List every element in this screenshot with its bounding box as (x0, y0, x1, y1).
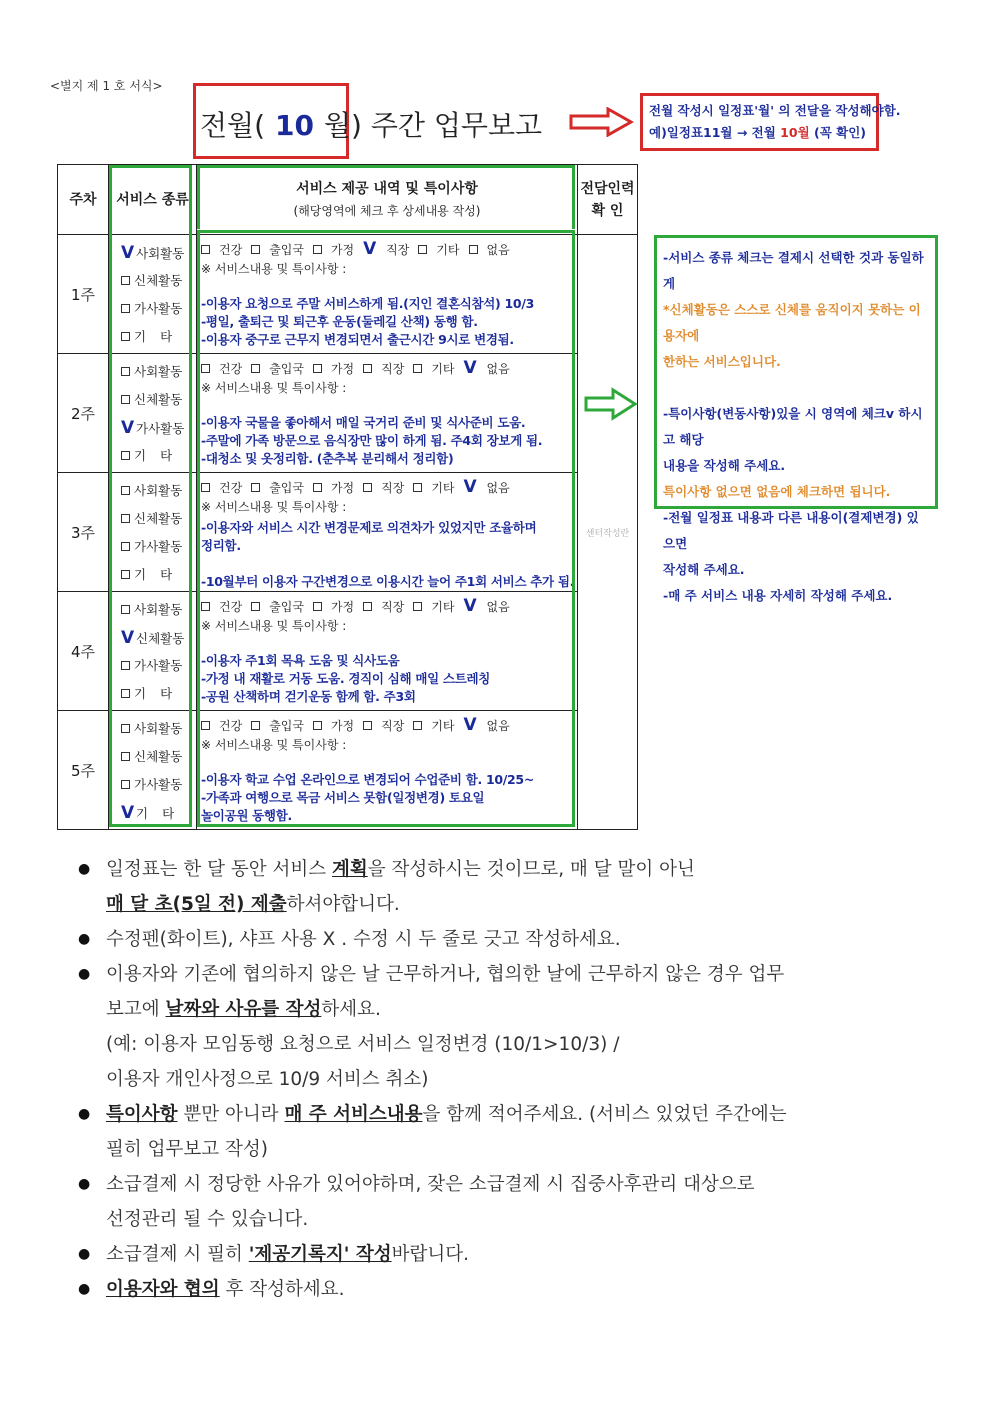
service-description-line: -공원 산책하며 걷기운동 함께 함. 주3회 (201, 689, 416, 704)
check-mark-icon: V (463, 358, 477, 378)
header-content-subtitle: (해당영역에 체크 후 상세내용 작성) (293, 203, 481, 218)
note-line-2 (649, 122, 870, 144)
memo-label: ※ 서비스내용 및 특이사항 : (201, 262, 347, 276)
special-note-label: 기타 (436, 243, 460, 257)
guidance-note (654, 235, 938, 603)
check-mark-icon: V (121, 243, 135, 263)
list-item: ● 이용자와 협의 후 작성하세요. (78, 1272, 898, 1307)
header-confirm-line2: 확 인 (591, 202, 624, 219)
service-type-label: 사회활동 (134, 364, 183, 379)
service-type-label: 가사활동 (134, 777, 183, 792)
special-note-label: 건강 (219, 362, 243, 376)
service-type-label: 사회활동 (134, 483, 183, 498)
service-type-label: 가사활동 (134, 539, 183, 554)
special-note-label: 건강 (219, 243, 243, 257)
staff-confirm-cell: 센터작성란 (578, 235, 638, 830)
service-description-line: -가정 내 재활로 거동 도움. 경직이 심해 매일 스트레칭 (201, 671, 491, 686)
title-suffix: 월) 주간 업무보고 (324, 109, 543, 142)
header-confirm (578, 165, 638, 235)
special-note-label: 없음 (486, 719, 510, 733)
service-type-label: 기타 (134, 329, 187, 344)
check-mark-icon: V (121, 803, 135, 823)
service-description-line: -이용자 국물을 좋아해서 매일 국거리 준비 및 식사준비 도움. (201, 415, 526, 430)
header-content-title: 서비스 제공 내역 및 특이사항 (296, 180, 478, 197)
special-note-label: 가정 (330, 243, 355, 257)
special-note-label: 출입국 (269, 243, 304, 257)
service-type-label: 가사활동 (134, 658, 183, 673)
right-arrow-icon (583, 387, 639, 421)
note-line-2-c: (꼭 확인) (809, 125, 867, 140)
memo-label: ※ 서비스내용 및 특이사항 : (201, 381, 347, 395)
service-type-label: 사회활동 (134, 602, 183, 617)
special-note-label: 직장 (386, 243, 410, 257)
memo-label: ※ 서비스내용 및 특이사항 : (201, 738, 347, 752)
service-type-label: 신체활동 (134, 273, 183, 288)
service-description-line: 놀이공원 동행함. (201, 808, 292, 823)
special-note-label: 없음 (486, 243, 510, 257)
service-description-line: -이용자 요청으로 주말 서비스하게 됨.(지인 결혼식참석) 10/3 (201, 296, 534, 311)
special-note-label: 없음 (486, 362, 510, 376)
guidance-line: 내용을 작성해 주세요. (663, 458, 786, 473)
check-mark-icon: V (363, 239, 377, 259)
special-note-label: 가정 (330, 362, 355, 376)
header-week: 주차 (58, 165, 109, 235)
list-item: ● 소급결제 시 정당한 사유가 있어야하며, 잦은 소급결제 시 집중사후관리 대상으로 선정관리 될 수 있습니다. (78, 1167, 898, 1237)
note-line-2-month: 10월 (780, 125, 810, 140)
week-label: 4주 (58, 592, 109, 711)
service-description-line: -대청소 및 옷정리함. (춘추복 분리해서 정리함) (201, 451, 454, 466)
service-type-label: 신체활동 (134, 749, 183, 764)
content-header-highlight (197, 165, 575, 229)
header-service-type: 서비스 종류 (109, 165, 197, 235)
memo-label: ※ 서비스내용 및 특이사항 : (201, 500, 347, 514)
content-highlight (197, 230, 575, 827)
form-number: <별지 제 1 호 서식> (50, 79, 163, 93)
service-description-line: -가족과 여행으로 목금 서비스 못함(일정변경) 토요일 (201, 790, 485, 805)
check-mark-icon: V (121, 418, 135, 438)
service-type-label: 신체활동 (134, 392, 183, 407)
week-label: 5주 (58, 711, 109, 830)
service-type-label: 사회활동 (134, 721, 183, 736)
note-line-2-a: 예)일정표11월 → 전월 (649, 125, 781, 140)
special-note-label: 가정 (330, 481, 355, 495)
special-note-label: 없음 (486, 600, 510, 614)
guidance-line: 작성해 주세요. (663, 562, 745, 577)
special-note-label: 직장 (381, 600, 405, 614)
special-note-label: 기타 (431, 362, 455, 376)
special-note-label: 없음 (486, 481, 510, 495)
service-type-label: 기타 (134, 448, 187, 463)
week-label: 3주 (58, 473, 109, 592)
special-note-label: 출입국 (269, 362, 304, 376)
service-description-line: -이용자와 서비스 시간 변경문제로 의견차가 있었지만 조율하며 (201, 520, 537, 535)
list-item: ● 일정표는 한 달 동안 서비스 계획을 작성하시는 것이므로, 매 달 말이 아닌 매 달 초(5일 전) 제출하셔야합니다. (78, 852, 898, 922)
check-mark-icon: V (463, 477, 477, 497)
service-type-label: 기타 (134, 686, 187, 701)
service-type-label: 기타 (134, 567, 187, 582)
special-note-label: 가정 (330, 719, 355, 733)
service-type-label: 사회활동 (136, 246, 185, 261)
special-note-label: 직장 (381, 481, 405, 495)
list-item: ● 특이사항 뿐만 아니라 매 주 서비스내용을 함께 적어주세요. (서비스 있었던 주간에는 필히 업무보고 작성) (78, 1097, 898, 1167)
service-description-line: -이용자 주1회 목욕 도움 및 식사도움 (201, 653, 400, 668)
guidance-line: -전월 일정표 내용과 다른 내용이(결제변경) 있으면 (663, 510, 919, 551)
check-mark-icon: V (463, 596, 477, 616)
special-note-label: 가정 (330, 600, 355, 614)
special-note-label: 출입국 (269, 600, 304, 614)
special-note-label: 출입국 (269, 719, 304, 733)
service-type-highlight (109, 165, 192, 827)
special-note-label: 건강 (219, 719, 243, 733)
list-item: ● 수정펜(화이트), 샤프 사용 X . 수정 시 두 줄로 긋고 작성하세요. (78, 922, 898, 957)
special-note-label: 건강 (219, 600, 243, 614)
service-type-label: 기타 (136, 806, 189, 821)
special-note-label: 직장 (381, 719, 405, 733)
service-description-line: 정리함. (201, 538, 241, 553)
memo-label: ※ 서비스내용 및 특이사항 : (201, 619, 347, 633)
guidance-line: -특이사항(변동사항)있을 시 영역에 체크v 하시고 해당 (663, 406, 923, 447)
title-month: 10 (275, 109, 314, 142)
week-label: 2주 (58, 354, 109, 473)
guidance-line: -서비스 종류 체크는 결제시 선택한 것과 동일하게 (663, 250, 924, 291)
week-label: 1주 (58, 235, 109, 354)
note-line-1: 전월 작성시 일정표'월' 의 전달을 작성해야함. (649, 103, 901, 118)
list-item: ● 소급결제 시 필히 '제공기록지' 작성바랍니다. (78, 1237, 898, 1272)
right-arrow-icon (568, 107, 634, 137)
special-note-label: 건강 (219, 481, 243, 495)
guidance-line: 한하는 서비스입니다. (663, 354, 781, 369)
service-description-line: -이용자 학교 수업 온라인으로 변경되어 수업준비 함. 10/25~ (201, 772, 535, 787)
special-note-label: 직장 (381, 362, 405, 376)
service-type-label: 가사활동 (136, 421, 185, 436)
guidance-line: 특이사항 없으면 없음에 체크하면 됩니다. (663, 484, 891, 499)
page-title (200, 104, 542, 144)
special-note-label: 기타 (431, 481, 455, 495)
list-item: ● 이용자와 기존에 협의하지 않은 날 근무하거나, 협의한 날에 근무하지 않은 경우 업무 보고에 날짜와 사유를 작성하세요. (예: 이용자 모임동행 요청으로 서비스 일정변경 (10/1>10/3) / 이용자 개인사정으로 10/9 서비스 취소) (78, 957, 898, 1097)
header-confirm-line1: 전담인력 (580, 180, 635, 197)
service-description-line: -주말에 가족 방문으로 음식장만 많이 하게 됨. 주4회 장보게 됨. (201, 433, 543, 448)
instruction-list (78, 852, 898, 1307)
month-instruction-note (640, 93, 901, 151)
service-description-line: -평일, 출퇴근 및 퇴근후 운동(둘레길 산책) 동행 함. (201, 314, 478, 329)
special-note-label: 기타 (431, 719, 455, 733)
guidance-line: -매 주 서비스 내용 자세히 작성해 주세요. (663, 588, 893, 603)
check-mark-icon: V (121, 628, 135, 648)
guidance-line: *신체활동은 스스로 신체를 움직이지 못하는 이용자에 (663, 302, 921, 343)
title-prefix: 전월( (200, 109, 266, 142)
service-description-line: -10월부터 이용자 구간변경으로 이용시간 늘어 주1회 서비스 추가 됨. (201, 574, 575, 589)
special-note-label: 출입국 (269, 481, 304, 495)
special-note-label: 기타 (431, 600, 455, 614)
service-description-line: -이용자 중구로 근무지 변경되면서 출근시간 9시로 변경됨. (201, 332, 514, 347)
check-mark-icon: V (463, 715, 477, 735)
service-type-label: 가사활동 (134, 301, 183, 316)
service-type-label: 신체활동 (134, 511, 183, 526)
service-type-label: 신체활동 (136, 631, 185, 646)
